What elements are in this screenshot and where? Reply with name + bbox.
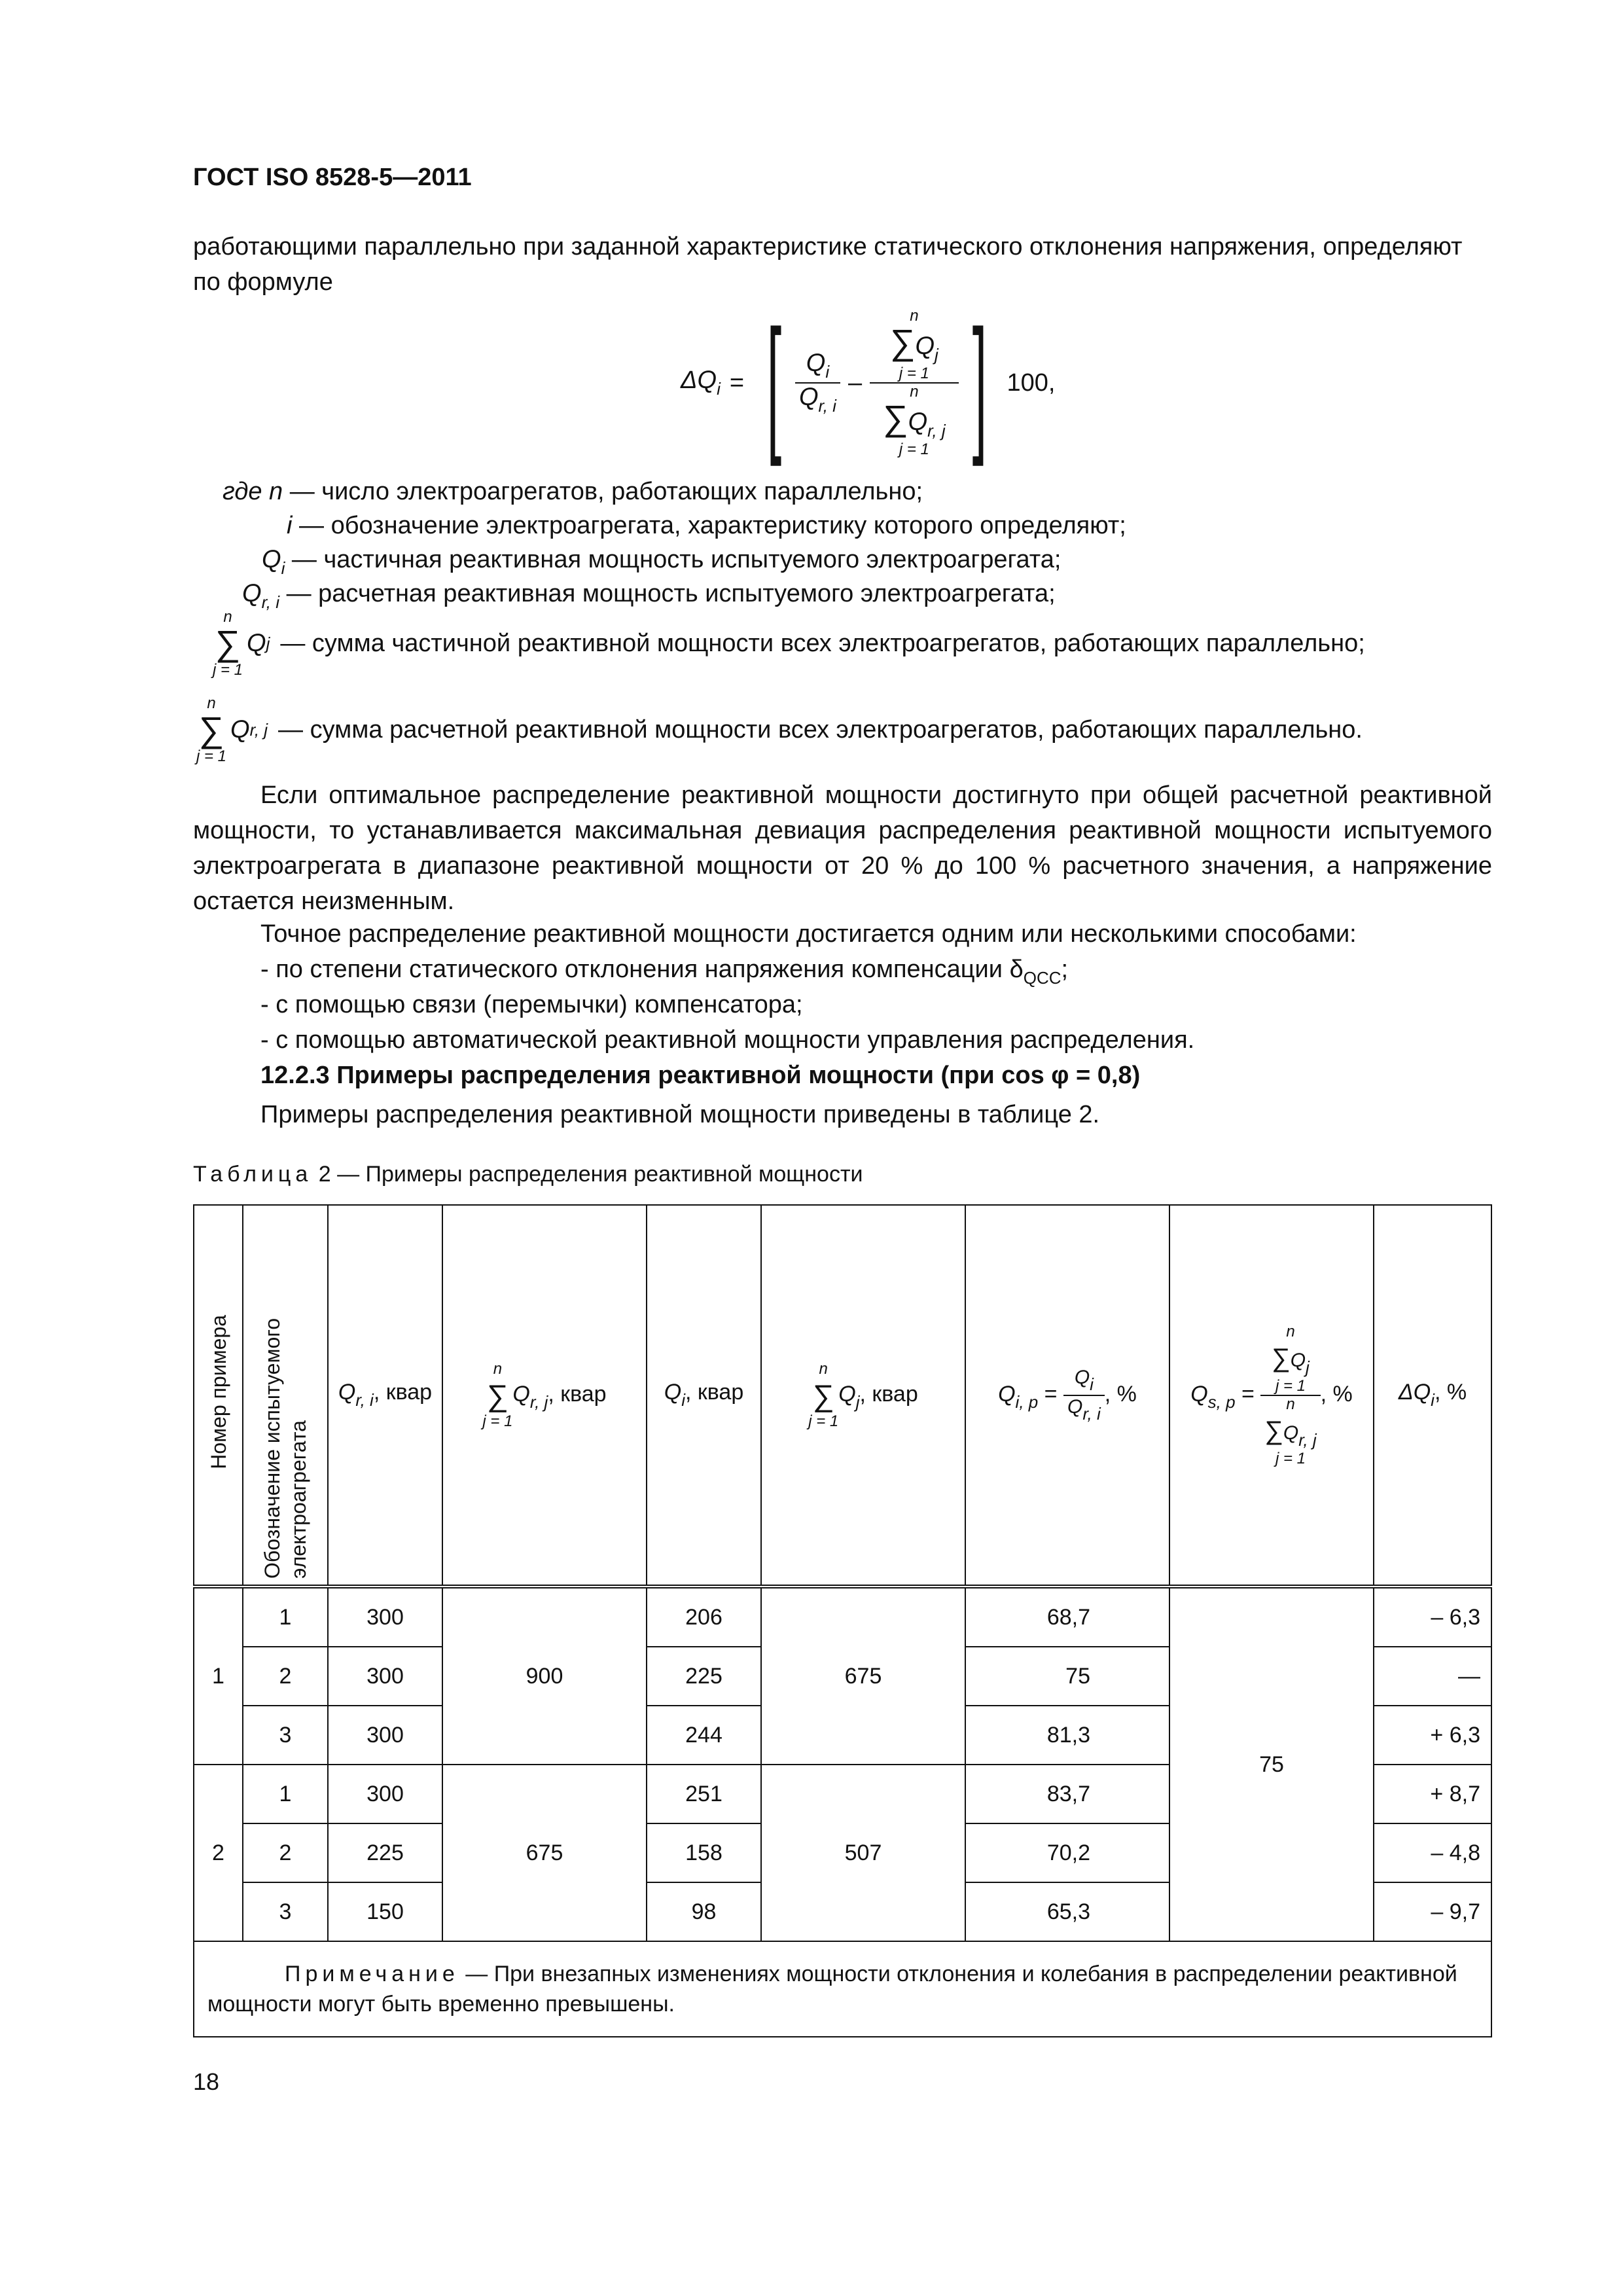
standard-header: ГОСТ ISO 8528-5—2011: [193, 164, 472, 191]
cell-example: 1: [194, 1587, 243, 1765]
paragraph-optimal: Если оптимальное распределение реактивной мощности достигнуто при общей расчетной реактивной мощности, то устанавливается максимальная девиация распределения реактивной мощности испытуемого электроагрегата в диапазоне реактивной мощности от 20 % до 100 % расчетного значения, а напряжение остается неизменным.: [193, 781, 1492, 915]
legend-i: i — обозначение электроагрегата, характеристику которого определяют;: [287, 512, 1126, 539]
cell-qri: 225: [328, 1823, 442, 1882]
cell-unit: 3: [243, 1706, 328, 1765]
cell-dqi: —: [1374, 1647, 1491, 1706]
legend-sum-qrj: n ∑ j = 1 Q r, j — сумма расчетной реактивной мощности всех электроагрегатов, работающих параллельно.: [196, 694, 1363, 765]
formula-minus: –: [847, 368, 863, 397]
cell-qi: 225: [647, 1647, 761, 1706]
table-note: Примечание — При внезапных изменениях мощности отклонения и колебания в распределении реактивной мощности могут быть временно превышены.: [194, 1941, 1491, 2037]
cell-qip: 83,7: [965, 1765, 1169, 1823]
cell-qip: 68,7: [965, 1587, 1169, 1647]
formula-factor: 100,: [1007, 368, 1056, 397]
bullet-link: - с помощью связи (перемычки) компенсатора;: [260, 991, 803, 1018]
cell-qri: 300: [328, 1765, 442, 1823]
cell-qri: 300: [328, 1647, 442, 1706]
cell-qi: 206: [647, 1587, 761, 1647]
table-note-row: [194, 1941, 1491, 2037]
header-sum-qrj: n ∑ j = 1 $Q_{r, j}$, квар: [442, 1205, 647, 1587]
formula-lhs: $\Delta Q_i$: [681, 367, 721, 399]
paragraph-examples: Примеры распределения реактивной мощности приведены в таблице 2.: [260, 1101, 1100, 1128]
legend-sum-qj: n ∑ j = 1 Q j — сумма частичной реактивной мощности всех электроагрегатов, работающих параллельно;: [213, 608, 1365, 679]
cell-dqi: – 9,7: [1374, 1882, 1491, 1941]
cell-qip: 65,3: [965, 1882, 1169, 1941]
table-caption: Таблица 2 — Примеры распределения реактивной мощности: [193, 1162, 863, 1187]
reactive-power-table: [193, 1204, 1492, 2037]
cell-qri: 150: [328, 1882, 442, 1941]
intro-paragraph: работающими параллельно при заданной характеристике статического отклонения напряжения, определяют по формуле: [193, 233, 1463, 296]
header-unit-id: Обозначение испытуемого электроагрегата: [243, 1205, 328, 1587]
cell-qsp: 75: [1169, 1587, 1374, 1941]
cell-dqi: + 8,7: [1374, 1765, 1491, 1823]
legend-qi: $Q_i$ — частичная реактивная мощность испытуемого электроагрегата;: [262, 546, 1061, 578]
cell-qip: 81,3: [965, 1706, 1169, 1765]
header-qri: $Q_{r, i}$, квар: [328, 1205, 442, 1587]
main-formula: [681, 298, 1056, 467]
cell-unit: 2: [243, 1647, 328, 1706]
cell-qri: 300: [328, 1706, 442, 1765]
header-example-no: Номер примера: [194, 1205, 243, 1587]
legend-n: где n — число электроагрегатов, работающих параллельно;: [223, 478, 923, 505]
paragraph-methods: Точное распределение реактивной мощности достигается одним или несколькими способами:: [260, 920, 1357, 948]
term2-fraction: n $\sum Q_j$ j = 1 n $\sum Q_{r, j}$ j = 1: [870, 308, 959, 458]
legend-qri: $Q_{r, i}$ — расчетная реактивная мощность испытуемого электроагрегата;: [242, 580, 1056, 612]
left-bracket: [: [766, 298, 782, 467]
cell-qi: 158: [647, 1823, 761, 1882]
cell-unit: 3: [243, 1882, 328, 1941]
cell-dqi: + 6,3: [1374, 1706, 1491, 1765]
cell-qi: 251: [647, 1765, 761, 1823]
cell-sum-qrj: 675: [442, 1765, 647, 1941]
bullet-auto: - с помощью автоматической реактивной мощности управления распределения.: [260, 1026, 1195, 1054]
cell-sum-qrj: 900: [442, 1587, 647, 1765]
cell-sum-qj: 507: [761, 1765, 965, 1941]
header-dqi: $\Delta Q_i$, %: [1374, 1205, 1491, 1587]
cell-unit: 2: [243, 1823, 328, 1882]
cell-qip: 75: [965, 1647, 1169, 1706]
right-bracket: ]: [972, 298, 987, 467]
cell-sum-qj: 675: [761, 1587, 965, 1765]
cell-unit: 1: [243, 1587, 328, 1647]
table-row: [194, 1587, 1491, 1647]
formula-equals: =: [729, 368, 745, 397]
cell-qri: 300: [328, 1587, 442, 1647]
cell-example: 2: [194, 1765, 243, 1941]
header-qip: $Q_{i, p}$ = $\frac{Qi}{Qr, i}$ , %: [965, 1205, 1169, 1587]
cell-unit: 1: [243, 1765, 328, 1823]
cell-qip: 70,2: [965, 1823, 1169, 1882]
page-number: 18: [193, 2068, 220, 2095]
cell-qi: 244: [647, 1706, 761, 1765]
header-qi: $Q_i$, квар: [647, 1205, 761, 1587]
bullet-static: - по степени статического отклонения напряжения компенсации $\delta_{QCC}$;: [260, 956, 1069, 988]
section-heading: 12.2.3 Примеры распределения реактивной мощности (при cos φ = 0,8): [260, 1062, 1141, 1089]
cell-dqi: – 6,3: [1374, 1587, 1491, 1647]
header-sum-qj: n ∑ j = 1 $Q_j$, квар: [761, 1205, 965, 1587]
header-qsp: $Q_{s, p}$ = n ∑Qj j = 1 n ∑Qr, j j = 1 , %: [1169, 1205, 1374, 1587]
cell-dqi: – 4,8: [1374, 1823, 1491, 1882]
cell-qi: 98: [647, 1882, 761, 1941]
term1-fraction: $\frac{Q_i}{Q_{r, i}}$: [795, 350, 840, 416]
